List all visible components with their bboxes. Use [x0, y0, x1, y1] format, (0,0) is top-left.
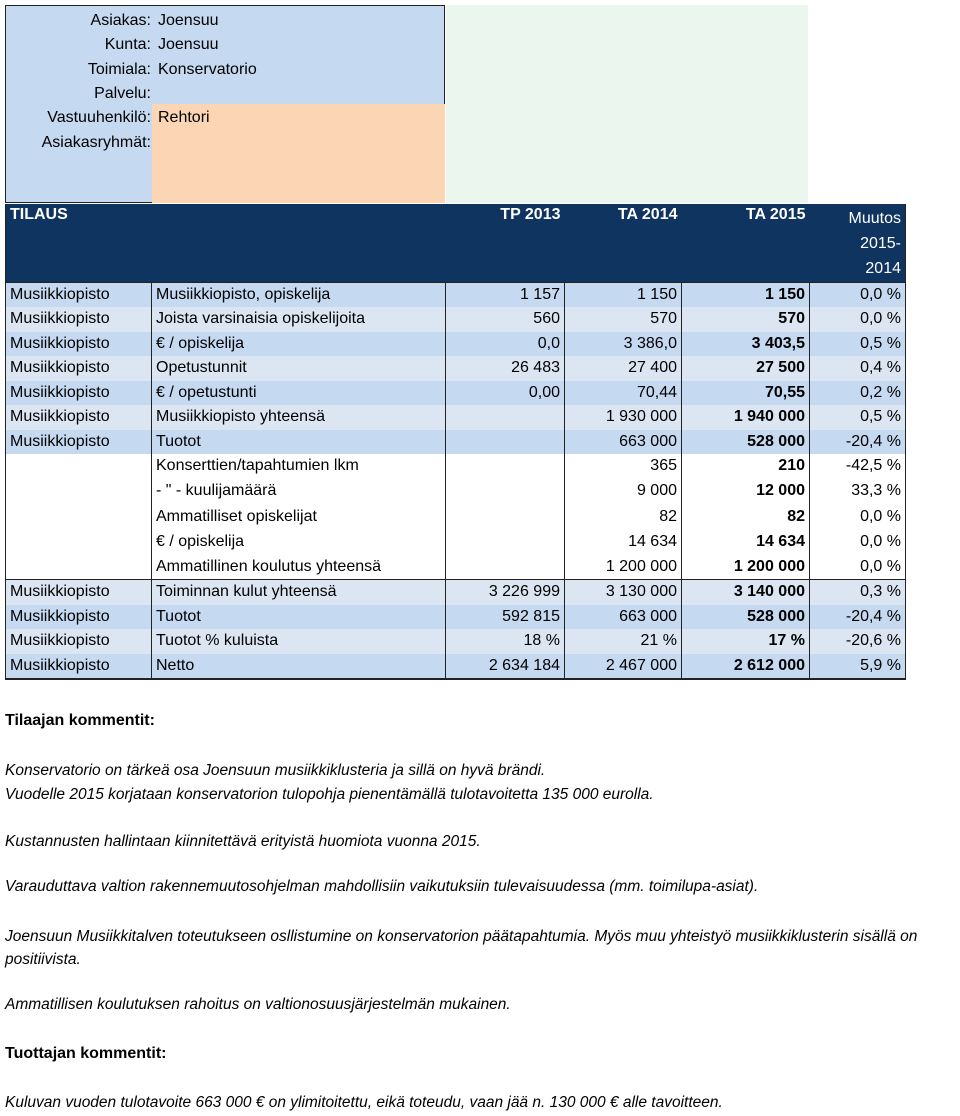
row-category: [6, 454, 152, 479]
row-category: Musiikkiopisto: [6, 629, 152, 654]
row-description: Konserttien/tapahtumien lkm: [152, 454, 446, 479]
row-muutos: 0,0 %: [810, 503, 906, 530]
row-ta2015: 27 500: [682, 356, 810, 381]
label-asiakas: Asiakas:: [90, 12, 151, 29]
table-row: [6, 654, 906, 680]
table-row: [6, 405, 906, 430]
row-category: Musiikkiopisto: [6, 654, 152, 680]
row-muutos: -20,4 %: [810, 605, 906, 630]
value-vastuuhenkilo: Rehtori: [158, 109, 210, 126]
row-ta2014: 570: [565, 307, 682, 332]
row-category: [6, 479, 152, 504]
row-muutos: 0,4 %: [810, 356, 906, 381]
row-ta2015: 570: [682, 307, 810, 332]
row-ta2014: 663 000: [565, 430, 682, 455]
label-palvelu: Palvelu:: [94, 85, 151, 102]
header-ta2014: TA 2014: [565, 204, 682, 283]
row-ta2015: 2 612 000: [682, 654, 810, 680]
table-body: [6, 283, 906, 680]
row-tp2013: [446, 454, 565, 479]
row-muutos: -20,6 %: [810, 629, 906, 654]
tilaaja-comment-4: Varauduttava valtion rakennemuutosohjelman mahdollisiin vaikutuksiin tulevaisuudessa (mm. toimilupa-asiat).: [5, 878, 759, 895]
customer-info-labels: [6, 6, 151, 202]
row-ta2014: 3 386,0: [565, 332, 682, 357]
row-description: Tuotot: [152, 605, 446, 630]
header-muutos-line1: Muutos: [848, 210, 901, 227]
customer-info-block: [5, 5, 445, 203]
row-muutos: 0,0 %: [810, 555, 906, 580]
row-tp2013: [446, 405, 565, 430]
row-description: € / opiskelija: [152, 530, 446, 555]
row-ta2014: 9 000: [565, 479, 682, 504]
table-row: [6, 530, 906, 555]
row-muutos: 0,3 %: [810, 580, 906, 605]
row-category: Musiikkiopisto: [6, 332, 152, 357]
row-tp2013: [446, 430, 565, 455]
row-description: Ammatillinen koulutus yhteensä: [152, 555, 446, 580]
row-ta2014: 1 150: [565, 283, 682, 308]
tilaaja-comment-1: Konservatorio on tärkeä osa Joensuun musiikkiklusteria ja sillä on hyvä brändi.: [5, 762, 546, 779]
row-ta2015: 3 140 000: [682, 580, 810, 605]
table-row: [6, 307, 906, 332]
row-description: Musiikkiopisto, opiskelija: [152, 283, 446, 308]
value-toimiala: Konservatorio: [158, 61, 257, 78]
tilaaja-comment-5: Joensuun Musiikkitalven toteutukseen osllistumine on konservatorion päätapahtumia. Myös muu yhteistyö musiikkiklusterin sisällä on positiivista.: [5, 928, 918, 968]
row-ta2015: 82: [682, 503, 810, 530]
row-ta2015: 3 403,5: [682, 332, 810, 357]
tuottaja-comment-1: Kuluvan vuoden tulotavoite 663 000 € on ylimitoitettu, eikä toteudu, vaan jää n. 130 000 € alle tavoitteen.: [5, 1094, 723, 1111]
row-ta2014: 663 000: [565, 605, 682, 630]
row-description: Opetustunnit: [152, 356, 446, 381]
row-ta2014: 14 634: [565, 530, 682, 555]
table-row: [6, 479, 906, 504]
value-asiakas: Joensuu: [158, 12, 219, 29]
row-category: [6, 503, 152, 530]
header-muutos: [810, 204, 906, 283]
header-muutos-line2: 2015-: [860, 235, 901, 252]
row-description: Netto: [152, 654, 446, 680]
row-muutos: 0,5 %: [810, 405, 906, 430]
row-ta2014: 1 200 000: [565, 555, 682, 580]
row-tp2013: 26 483: [446, 356, 565, 381]
row-ta2014: 3 130 000: [565, 580, 682, 605]
row-description: Joista varsinaisia opiskelijoita: [152, 307, 446, 332]
table-row: [6, 503, 906, 530]
table-row: [6, 381, 906, 406]
table-row: [6, 454, 906, 479]
row-ta2015: 1 940 000: [682, 405, 810, 430]
tuottaja-comments-title: Tuottajan kommentit:: [5, 1045, 167, 1062]
row-ta2015: 1 150: [682, 283, 810, 308]
row-muutos: 0,0 %: [810, 283, 906, 308]
row-tp2013: 2 634 184: [446, 654, 565, 680]
table-row: [6, 605, 906, 630]
row-ta2014: 21 %: [565, 629, 682, 654]
row-description: Tuotot: [152, 430, 446, 455]
row-tp2013: 560: [446, 307, 565, 332]
header-muutos-line3: 2014: [865, 260, 901, 277]
row-ta2015: 14 634: [682, 530, 810, 555]
order-table: [5, 204, 906, 680]
row-ta2014: 70,44: [565, 381, 682, 406]
row-muutos: 0,0 %: [810, 307, 906, 332]
header-blank-area: [446, 5, 808, 203]
row-tp2013: 0,00: [446, 381, 565, 406]
row-tp2013: [446, 530, 565, 555]
row-description: Toiminnan kulut yhteensä: [152, 580, 446, 605]
row-description: Ammatilliset opiskelijat: [152, 503, 446, 530]
row-muutos: 0,2 %: [810, 381, 906, 406]
row-ta2014: 365: [565, 454, 682, 479]
table-row: [6, 283, 906, 308]
row-description: € / opetustunti: [152, 381, 446, 406]
row-category: Musiikkiopisto: [6, 430, 152, 455]
header-ta2015: TA 2015: [682, 204, 810, 283]
tilaaja-comments-title: Tilaajan kommentit:: [5, 712, 155, 729]
label-kunta: Kunta:: [104, 36, 151, 53]
row-ta2015: 1 200 000: [682, 555, 810, 580]
row-ta2014: 82: [565, 503, 682, 530]
row-category: Musiikkiopisto: [6, 307, 152, 332]
label-vastuuhenkilo: Vastuuhenkilö:: [47, 109, 151, 126]
tilaaja-comment-2: Vuodelle 2015 korjataan konservatorion tulopohja pienentämällä tulotavoitetta 135 000 eurolla.: [5, 786, 654, 803]
row-description: Musiikkiopisto yhteensä: [152, 405, 446, 430]
label-toimiala: Toimiala:: [87, 61, 151, 78]
row-tp2013: 3 226 999: [446, 580, 565, 605]
row-ta2014: 27 400: [565, 356, 682, 381]
table-row: [6, 629, 906, 654]
row-muutos: 0,5 %: [810, 332, 906, 357]
row-tp2013: 18 %: [446, 629, 565, 654]
table-row: [6, 580, 906, 605]
value-kunta: Joensuu: [158, 36, 219, 53]
row-description: - " - kuulijamäärä: [152, 479, 446, 504]
table-row: [6, 430, 906, 455]
row-tp2013: [446, 479, 565, 504]
row-ta2014: 1 930 000: [565, 405, 682, 430]
row-category: [6, 555, 152, 580]
row-category: [6, 530, 152, 555]
header-tp2013: TP 2013: [446, 204, 565, 283]
tilaaja-comment-6: Ammatillisen koulutuksen rahoitus on valtionosuusjärjestelmän mukainen.: [5, 996, 511, 1013]
row-ta2015: 70,55: [682, 381, 810, 406]
row-tp2013: [446, 503, 565, 530]
row-ta2015: 17 %: [682, 629, 810, 654]
table-row: [6, 332, 906, 357]
row-tp2013: 1 157: [446, 283, 565, 308]
row-category: Musiikkiopisto: [6, 356, 152, 381]
row-muutos: -20,4 %: [810, 430, 906, 455]
label-asiakasryhmat: Asiakasryhmät:: [41, 134, 151, 151]
row-tp2013: 592 815: [446, 605, 565, 630]
row-ta2015: 12 000: [682, 479, 810, 504]
tilaaja-comment-3: Kustannusten hallintaan kiinnitettävä erityistä huomiota vuonna 2015.: [5, 833, 481, 850]
customer-info-values: [152, 6, 445, 202]
table-header-row: [6, 204, 906, 283]
row-muutos: 0,0 %: [810, 530, 906, 555]
table-row: [6, 555, 906, 580]
row-muutos: 5,9 %: [810, 654, 906, 680]
row-category: Musiikkiopisto: [6, 605, 152, 630]
row-muutos: -42,5 %: [810, 454, 906, 479]
row-description: € / opiskelija: [152, 332, 446, 357]
row-category: Musiikkiopisto: [6, 405, 152, 430]
row-ta2015: 210: [682, 454, 810, 479]
row-tp2013: 0,0: [446, 332, 565, 357]
row-muutos: 33,3 %: [810, 479, 906, 504]
row-category: Musiikkiopisto: [6, 381, 152, 406]
table-row: [6, 356, 906, 381]
row-description: Tuotot % kuluista: [152, 629, 446, 654]
row-tp2013: [446, 555, 565, 580]
row-ta2015: 528 000: [682, 430, 810, 455]
row-ta2015: 528 000: [682, 605, 810, 630]
row-category: Musiikkiopisto: [6, 580, 152, 605]
header-tilaus: TILAUS: [6, 204, 152, 283]
row-category: Musiikkiopisto: [6, 283, 152, 308]
header-empty: [152, 204, 446, 283]
row-ta2014: 2 467 000: [565, 654, 682, 680]
